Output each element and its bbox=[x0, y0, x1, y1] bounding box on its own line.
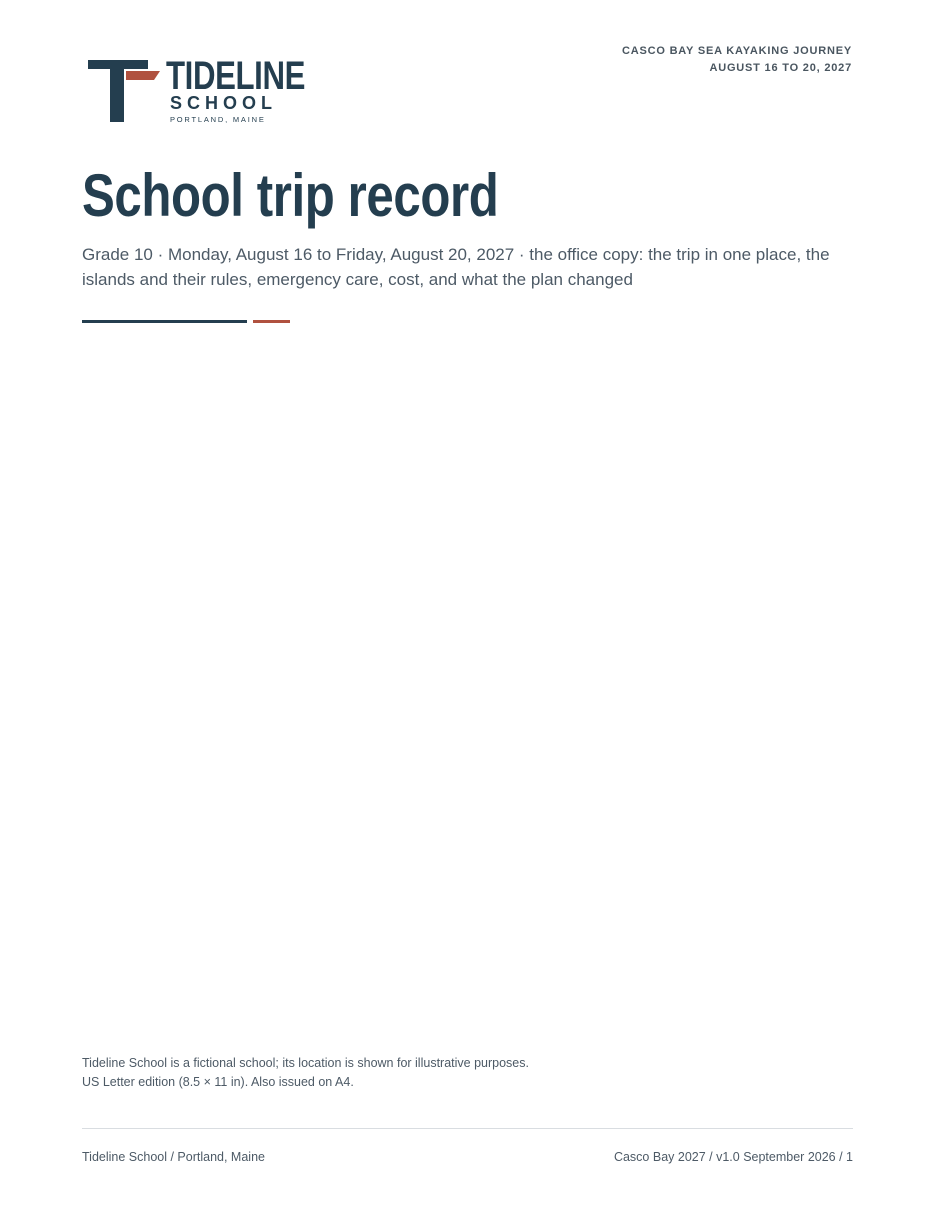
footer-version-page: Casco Bay 2027 / v1.0 September 2026 / 1 bbox=[613, 1150, 853, 1164]
edition-notes bbox=[82, 1054, 529, 1092]
page-subtitle: Grade 10 · Monday, August 16 to Friday, August 20, 2027 · the office copy: the trip in one place, the islands and their rules, emergency care, cost, and what the plan changed bbox=[82, 245, 830, 289]
title-rule bbox=[82, 320, 247, 323]
trip-name: CASCO BAY SEA KAYAKING JOURNEY bbox=[621, 45, 852, 57]
fiction-disclaimer: Tideline School is a fictional school; its location is shown for illustrative purposes. bbox=[82, 1056, 529, 1070]
school-logo bbox=[88, 54, 318, 128]
footer-divider bbox=[82, 1128, 853, 1129]
trip-header bbox=[622, 43, 852, 77]
trip-dates: AUGUST 16 TO 20, 2027 bbox=[709, 62, 852, 74]
logo-school-label: SCHOOL bbox=[170, 93, 278, 113]
footer-school: Tideline School / Portland, Maine bbox=[82, 1150, 265, 1164]
title-rule-accent bbox=[253, 320, 290, 323]
tideline-t-mark-icon bbox=[88, 58, 162, 124]
logo-city-label: PORTLAND, MAINE bbox=[170, 115, 266, 124]
logo-wordmark: TIDELINE bbox=[166, 54, 306, 98]
edition-note: US Letter edition (8.5 × 11 in). Also issued on A4. bbox=[82, 1075, 354, 1089]
page-title: School trip record bbox=[82, 162, 499, 229]
